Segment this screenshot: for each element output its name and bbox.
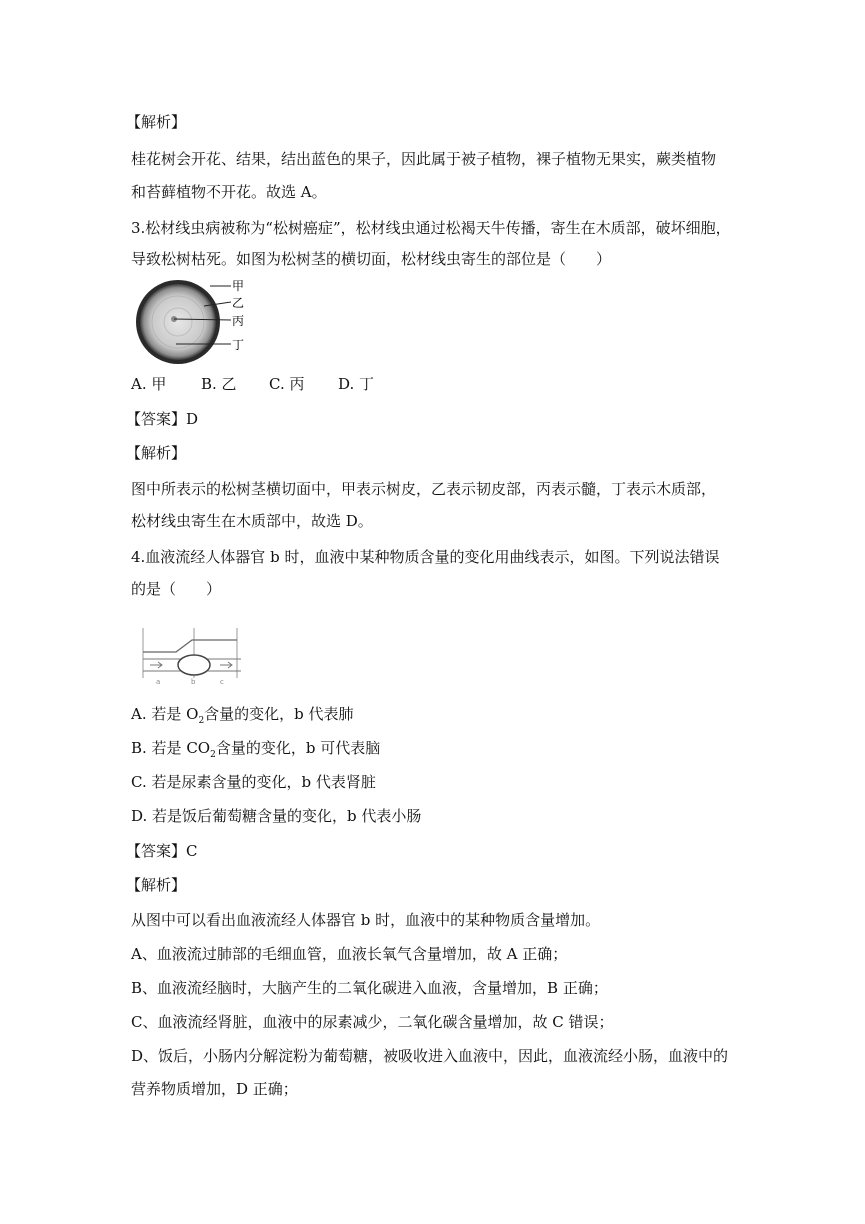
q3-options-row — [131, 374, 531, 394]
q4-label-b: b — [191, 678, 196, 686]
q2-analysis-line-1: 桂花树会开花、结果，结出蓝色的果子，因此属于被子植物，裸子植物无果实，蕨类植物 — [131, 150, 717, 168]
q3-label-jia: 甲 — [232, 279, 245, 293]
q2-analysis-line-2: 和苔藓植物不开花。故选 A。 — [131, 183, 327, 201]
q3-answer: 【答案】D — [126, 410, 199, 428]
q3-option-d: D. 丁 — [338, 375, 375, 393]
q3-option-a: A. 甲 — [131, 375, 167, 393]
blood-flow-organ-figure — [140, 626, 244, 686]
q4-stem-line-1: 4.血液流经人体器官 b 时，血液中某种物质含量的变化用曲线表示，如图。下列说法错误 — [131, 548, 720, 566]
q4-option-a: A. 若是 $O_2$含量的变化，b 代表肺 — [131, 705, 354, 726]
q4-analysis-line-3: B、血液流经脑时，大脑产生的二氧化碳进入血液，含量增加，B 正确； — [131, 979, 608, 997]
q4-answer: 【答案】C — [126, 842, 198, 860]
q3-label-yi: 乙 — [232, 296, 245, 310]
q3-label-ding: 丁 — [232, 338, 245, 352]
q3-analysis-heading: 【解析】 — [126, 444, 187, 462]
q3-stem-line-2: 导致松树枯死。如图为松树茎的横切面，松材线虫寄生的部位是（ ） — [131, 250, 612, 268]
q3-option-c: C. 丙 — [269, 375, 305, 393]
pine-stem-cross-section-figure — [134, 276, 254, 370]
q4-analysis-line-2: A、血液流过肺部的毛细血管，血液长氧气含量增加，故 A 正确； — [131, 945, 568, 963]
q3-stem-line-1: 3.松材线虫病被称为“松树癌症”，松材线虫通过松褐天牛传播，寄生在木质部，破坏细胞， — [131, 219, 731, 237]
q4-label-c: c — [220, 678, 224, 686]
q4-option-b: B. 若是 $CO_2$含量的变化，b 可代表脑 — [131, 739, 381, 760]
q4-analysis-line-1: 从图中可以看出血液流经人体器官 b 时，血液中的某种物质含量增加。 — [131, 911, 601, 929]
q3-analysis-line-2: 松材线虫寄生在木质部中，故选 D。 — [131, 512, 373, 530]
q4-analysis-heading: 【解析】 — [126, 876, 187, 894]
q4-option-c: C. 若是尿素含量的变化，b 代表肾脏 — [131, 773, 376, 791]
q4-option-d: D. 若是饭后葡萄糖含量的变化，b 代表小肠 — [131, 807, 422, 825]
q3-label-bing: 丙 — [232, 314, 245, 328]
q2-analysis-heading: 【解析】 — [126, 113, 187, 131]
q4-label-a: a — [156, 678, 161, 686]
q4-analysis-line-4: C、血液流经肾脏，血液中的尿素减少，二氧化碳含量增加，故 C 错误； — [131, 1013, 614, 1031]
q4-analysis-line-6: 营养物质增加，D 正确； — [131, 1080, 298, 1098]
q4-stem-line-2: 的是（ ） — [131, 580, 222, 598]
q4-analysis-line-5: D、饭后，小肠内分解淀粉为葡萄糖，被吸收进入血液中，因此，血液流经小肠，血液中的 — [131, 1047, 729, 1065]
q3-analysis-line-1: 图中所表示的松树茎横切面中，甲表示树皮，乙表示韧皮部，丙表示髓，丁表示木质部， — [131, 480, 717, 498]
q3-option-b: B. 乙 — [201, 375, 237, 393]
